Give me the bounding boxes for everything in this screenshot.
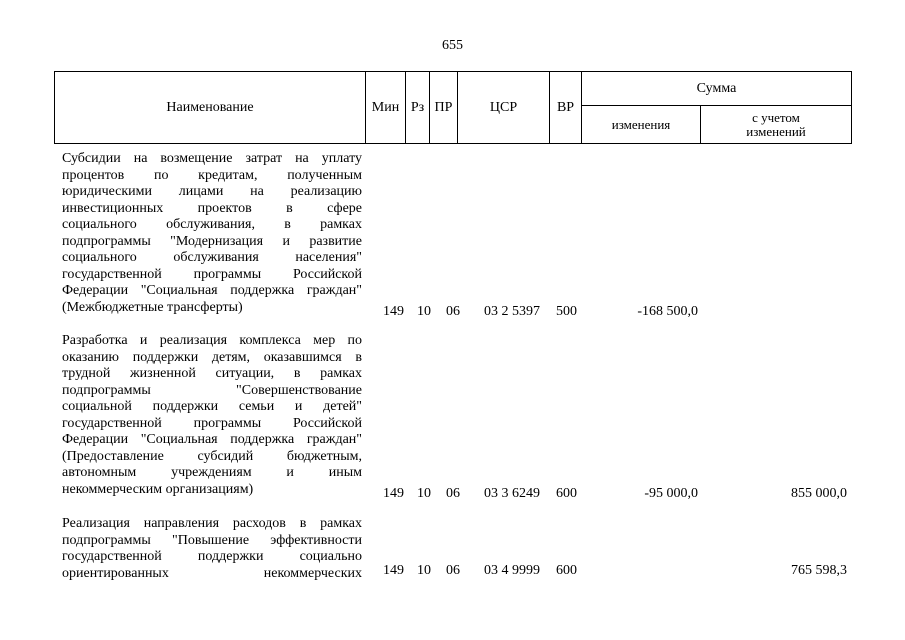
row-name-line: государственной программы Российской: [62, 415, 362, 431]
row-name-line: некоммерческим организациям): [62, 481, 254, 497]
page-number: 655: [442, 38, 463, 53]
header-pr: ПР: [430, 72, 458, 144]
row-vr: 600: [556, 486, 577, 501]
header-change: изменения: [582, 106, 701, 144]
row-pr: 06: [446, 563, 460, 578]
row-vr: 500: [556, 304, 577, 319]
row-name-line: подпрограммы "Совершенствование: [62, 382, 362, 398]
row-name-line: Субсидии на возмещение затрат на уплату: [62, 151, 362, 166]
row-rz: 10: [417, 304, 431, 319]
header-rz: Рз: [406, 72, 430, 144]
header-with-changes-line-2: изменений: [746, 123, 806, 139]
row-name-line: социального обслуживания населения": [62, 250, 362, 265]
row-name: [62, 151, 362, 316]
header-with-changes: [701, 106, 852, 144]
row-name-line: (Предоставление субсидий бюджетным,: [62, 448, 362, 464]
row-name-line: ориентированных некоммерческих: [62, 565, 362, 581]
row-change: -168 500,0: [637, 304, 698, 319]
row-name-line: трудной жизненной ситуации, в рамках: [62, 366, 362, 381]
row-csr: 03 2 5397: [484, 304, 540, 319]
row-csr: 03 4 9999: [484, 563, 540, 578]
row-name: [62, 333, 362, 498]
header-vr: ВР: [550, 72, 582, 144]
row-name-line: государственной поддержки социально: [62, 549, 362, 564]
row-pr: 06: [446, 304, 460, 319]
row-name-line: государственной программы Российской: [62, 266, 362, 282]
row-name-line: Разработка и реализация комплекса мер по: [62, 333, 362, 348]
row-rz: 10: [417, 563, 431, 578]
row-name-line: социальной поддержки семьи и детей": [62, 399, 362, 414]
row-name-line: юридическими лицами на реализацию: [62, 184, 362, 199]
row-change: -95 000,0: [644, 486, 698, 501]
header-csr: ЦСР: [458, 72, 550, 144]
row-rz: 10: [417, 486, 431, 501]
row-min: 149: [383, 304, 404, 319]
row-pr: 06: [446, 486, 460, 501]
row-name-line: процентов по кредитам, полученным: [62, 167, 362, 183]
row-name-line: инвестиционных проектов в сфере: [62, 200, 362, 216]
header-sum: Сумма: [582, 72, 852, 106]
row-name-line: подпрограммы "Модернизация и развитие: [62, 233, 362, 249]
row-name-line: подпрограммы "Повышение эффективности: [62, 532, 362, 548]
row-name-line: (Межбюджетные трансферты): [62, 299, 243, 315]
header-min: Мин: [366, 72, 406, 144]
header-name: Наименование: [55, 72, 366, 144]
row-name-line: социального обслуживания, в рамках: [62, 217, 362, 232]
row-with-changes: 765 598,3: [791, 563, 847, 578]
table-header: [54, 71, 852, 144]
row-name: [62, 516, 362, 582]
header-with-changes-line-1: с учетом: [752, 109, 800, 125]
row-csr: 03 3 6249: [484, 486, 540, 501]
row-name-line: Федерации "Социальная поддержка граждан": [62, 283, 362, 298]
row-min: 149: [383, 486, 404, 501]
row-name-line: оказанию поддержки детям, оказавшимся в: [62, 349, 362, 365]
row-name-line: автономным учреждениям и иным: [62, 465, 362, 480]
row-vr: 600: [556, 563, 577, 578]
row-name-line: Федерации "Социальная поддержка граждан": [62, 432, 362, 447]
row-min: 149: [383, 563, 404, 578]
row-name-line: Реализация направления расходов в рамках: [62, 516, 362, 531]
row-with-changes: 855 000,0: [791, 486, 847, 501]
